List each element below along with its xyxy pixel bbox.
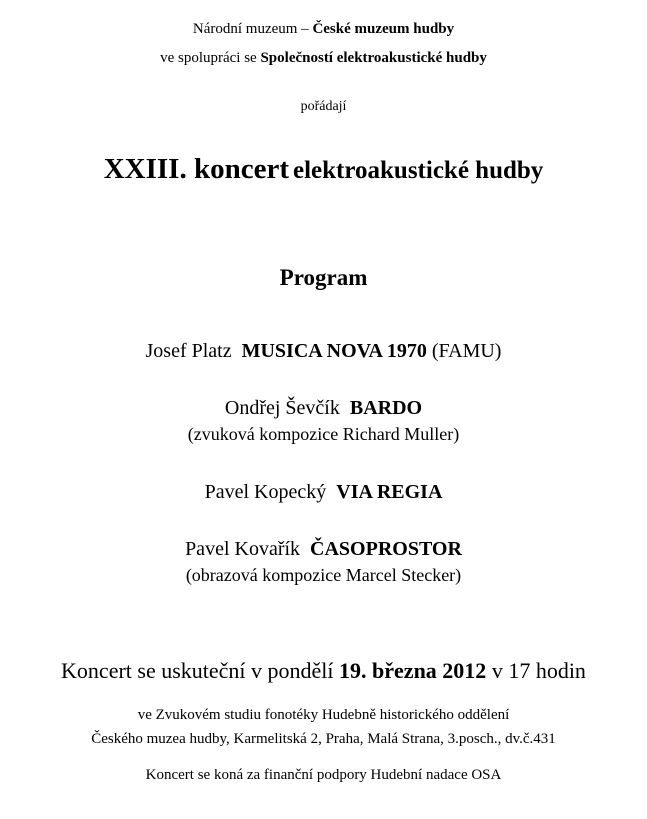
concert-title xyxy=(0,155,647,184)
organize-verb: pořádají xyxy=(300,99,347,114)
program-item xyxy=(0,398,647,418)
work-title: BARDO xyxy=(349,397,423,419)
work-note: (obrazová kompozice Marcel Stecker) xyxy=(185,565,462,585)
support-note: Koncert se koná za finanční podpory Hudební nadace OSA xyxy=(145,767,502,783)
cooperation-line xyxy=(0,51,647,66)
concert-prefix: Koncert se uskuteční v xyxy=(61,658,263,683)
concert-time: v 17 hodin xyxy=(491,658,586,683)
venue-address: Českého muzea hudby, Karmelitská 2, Praha, Malá Strana, 3.posch., dv.č.431 xyxy=(91,731,556,747)
program-item xyxy=(0,482,647,502)
program-heading: Program xyxy=(279,265,368,290)
concert-day: pondělí xyxy=(267,658,334,683)
work-title: MUSICA NOVA 1970 xyxy=(241,340,427,362)
composer-name: Pavel Kopecký xyxy=(204,481,327,503)
work-note: (zvuková kompozice Richard Muller) xyxy=(187,424,460,444)
concert-date: 19. března 2012 xyxy=(339,658,487,683)
organizer-prefix: Národní muzeum – xyxy=(192,21,313,37)
work-suffix: (FAMU) xyxy=(431,340,502,362)
composer-name: Pavel Kovařík xyxy=(185,538,301,560)
work-title: ČASOPROSTOR xyxy=(310,538,462,560)
concert-title-sub: elektroakustické hudby xyxy=(293,157,544,184)
work-title: VIA REGIA xyxy=(336,481,443,503)
program-item xyxy=(0,539,647,559)
organizer-line xyxy=(0,22,647,37)
cooperation-partner: Společností elektroakustické hudby xyxy=(260,50,487,66)
venue-line: ve Zvukovém studiu fonotéky Hudebně historického oddělení xyxy=(137,707,510,723)
concert-date-line xyxy=(0,660,647,682)
composer-name: Josef Platz xyxy=(145,340,232,362)
cooperation-prefix: ve spolupráci se xyxy=(160,50,261,66)
concert-title-main: XXIII. koncert xyxy=(103,153,289,185)
organizer-name: České muzeum hudby xyxy=(312,21,455,37)
program-item xyxy=(0,341,647,361)
composer-name: Ondřej Ševčík xyxy=(224,397,340,419)
